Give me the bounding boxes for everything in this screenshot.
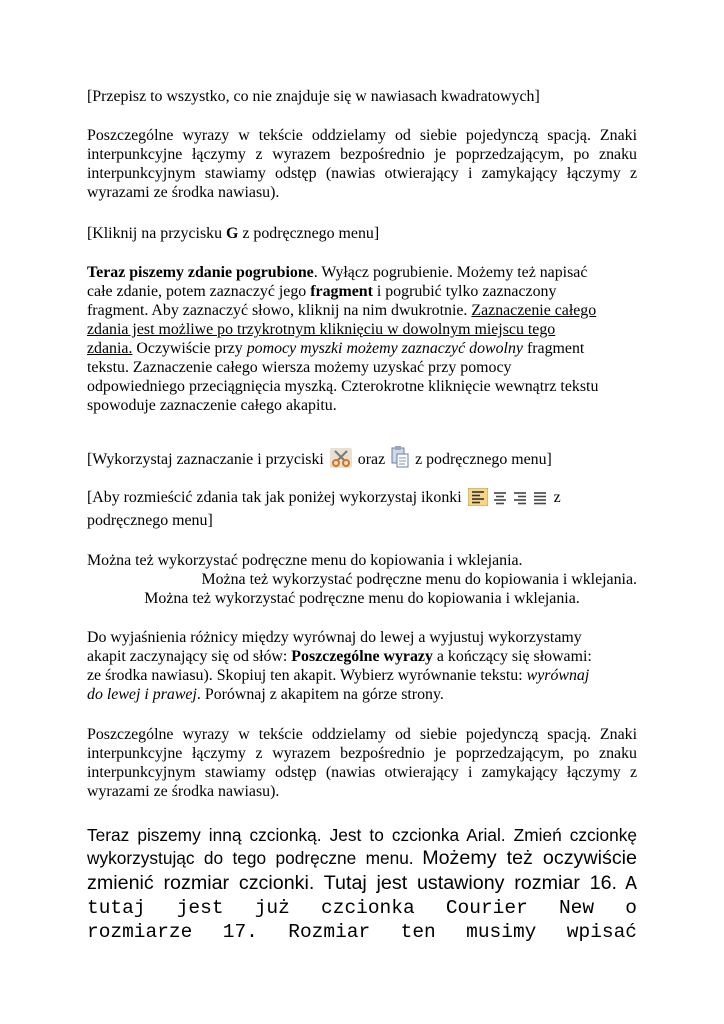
instruction-text: [Kliknij na przycisku: [87, 225, 227, 242]
paragraph-bold-example: [87, 263, 637, 415]
text-run: . Wyłącz pogrubienie. Możemy też napisać: [313, 264, 588, 281]
text-run: ze środka nawiasu). Skopiuj ten akapit. Wybierz wyrównanie tekstu:: [87, 667, 527, 684]
paragraph-justify-explanation: [87, 628, 637, 704]
paragraph-justified-copy: [87, 725, 637, 801]
underlined-text: Zaznaczenie całego: [471, 302, 597, 319]
text-run: akapit zaczynający się od słów:: [87, 648, 292, 665]
align-center-icon: [492, 490, 508, 511]
instruction-cut-paste: [87, 446, 637, 475]
text-line: wyrazami ze środka nawiasu).: [87, 184, 280, 201]
bold-text: Poszczególne wyrazy: [291, 648, 433, 665]
text-line: odpowiedniego przeciągnięcia myszką. Czterokrotne kliknięcie wewnątrz tekstu: [87, 378, 599, 395]
text-line: spowoduje zaznaczenie całego akapitu.: [87, 397, 337, 414]
instruction-text: podręcznego menu]: [87, 512, 213, 529]
bold-fragment: fragment: [310, 283, 373, 300]
instruction-text: [Wykorzystaj zaznaczanie i przyciski: [87, 451, 328, 468]
instruction-text: z podręcznego menu]: [238, 225, 380, 242]
arial-16-text: Możemy też oczywiście: [422, 847, 638, 869]
instruction-bold: [87, 224, 637, 243]
arial-line: Teraz piszemy inną czcionką. Jest to czcionka Arial. Zmień czcionkę: [87, 825, 637, 845]
text-run: całe zdanie, potem zaznaczyć jego: [87, 283, 311, 300]
italic-text: do lewej i prawej: [87, 686, 197, 703]
italic-text: pomocy myszki możemy zaznaczyć dowolny: [246, 340, 523, 357]
text-line: Poszczególne wyrazy w tekście oddzielamy od siebie pojedynczą spacją. Znaki: [87, 726, 637, 743]
text-line: interpunkcyjnym stawiamy odstęp (nawias otwierający i zamykający łączymy z: [87, 165, 637, 182]
instruction-text: oraz: [353, 451, 390, 468]
text-run: Oczywiście przy: [132, 340, 247, 357]
courier-line: tutaj jest już czcionka Courier New o: [87, 897, 637, 919]
bold-sentence: Teraz piszemy zdanie pogrubione: [87, 264, 314, 281]
text-line: interpunkcyjne łączymy z wyrazem bezpośrednio je poprzedzającym, po znaku: [87, 146, 637, 163]
paste-icon: [391, 446, 409, 475]
text-run: . Porównaj z akapitem na górze strony.: [196, 686, 444, 703]
left-aligned-line: Można też wykorzystać podręczne menu do kopiowania i wklejania.: [87, 552, 523, 569]
text-line: wyrazami ze środka nawiasu).: [87, 783, 280, 800]
alignment-examples: [87, 551, 637, 608]
text-run: fragment. Aby zaznaczyć słowo, kliknij na nim dwukrotnie.: [87, 302, 472, 319]
text-line: tekstu. Zaznaczenie całego wiersza możemy uzyskać przy pomocy: [87, 359, 512, 376]
text-line: Poszczególne wyrazy w tekście oddzielamy od siebie pojedynczą spacją. Znaki: [87, 127, 637, 144]
instruction-text: [Przepisz to wszystko, co nie znajduje się w nawiasach kwadratowych]: [87, 88, 540, 105]
instruction-text: z: [549, 489, 561, 506]
arial-text: wykorzystując do tego podręczne menu.: [87, 848, 414, 868]
text-run: a kończący się słowami:: [432, 648, 592, 665]
centered-line: Można też wykorzystać podręczne menu do kopiowania i wklejania.: [144, 590, 580, 607]
underlined-text: zdania.: [87, 340, 133, 357]
instruction-text: z podręcznego menu]: [411, 451, 552, 468]
align-left-icon: [468, 488, 488, 511]
text-line: interpunkcyjnym stawiamy odstęp (nawias otwierający i zamykający łączymy z: [87, 764, 637, 781]
right-aligned-line: Można też wykorzystać podręczne menu do kopiowania i wklejania.: [201, 571, 637, 588]
text-line: Do wyjaśnienia różnicy między wyrównaj do lewej a wyjustuj wykorzystamy: [87, 629, 582, 646]
scissors-icon: [330, 448, 352, 475]
courier-text: A: [625, 873, 637, 895]
text-run: fragment: [522, 340, 585, 357]
align-justify-icon: [532, 490, 548, 511]
instruction-align: [87, 488, 637, 530]
arial-16-text: zmienić rozmiar czcionki. Tutaj jest ustawiony rozmiar 16.: [87, 872, 617, 894]
text-line: interpunkcyjne łączymy z wyrazem bezpośrednio je poprzedzającym, po znaku: [87, 745, 637, 762]
underlined-text: zdania jest możliwe po trzykrotnym kliknięciu w dowolnym miejscu tego: [87, 321, 556, 338]
italic-text: wyrównaj: [526, 667, 590, 684]
instruction-text: [Aby rozmieścić zdania tak jak poniżej wykorzystaj ikonki: [87, 489, 466, 506]
courier-line: rozmiarze 17. Rozmiar ten musimy wpisać: [87, 921, 637, 943]
paragraph-spacing-rules: [87, 126, 637, 202]
text-run: i pogrubić tylko zaznaczony: [372, 283, 557, 300]
bold-letter: G: [226, 225, 239, 242]
instruction-rewrite: [87, 87, 637, 106]
align-right-icon: [512, 490, 528, 511]
paragraph-font-examples: [87, 824, 637, 944]
